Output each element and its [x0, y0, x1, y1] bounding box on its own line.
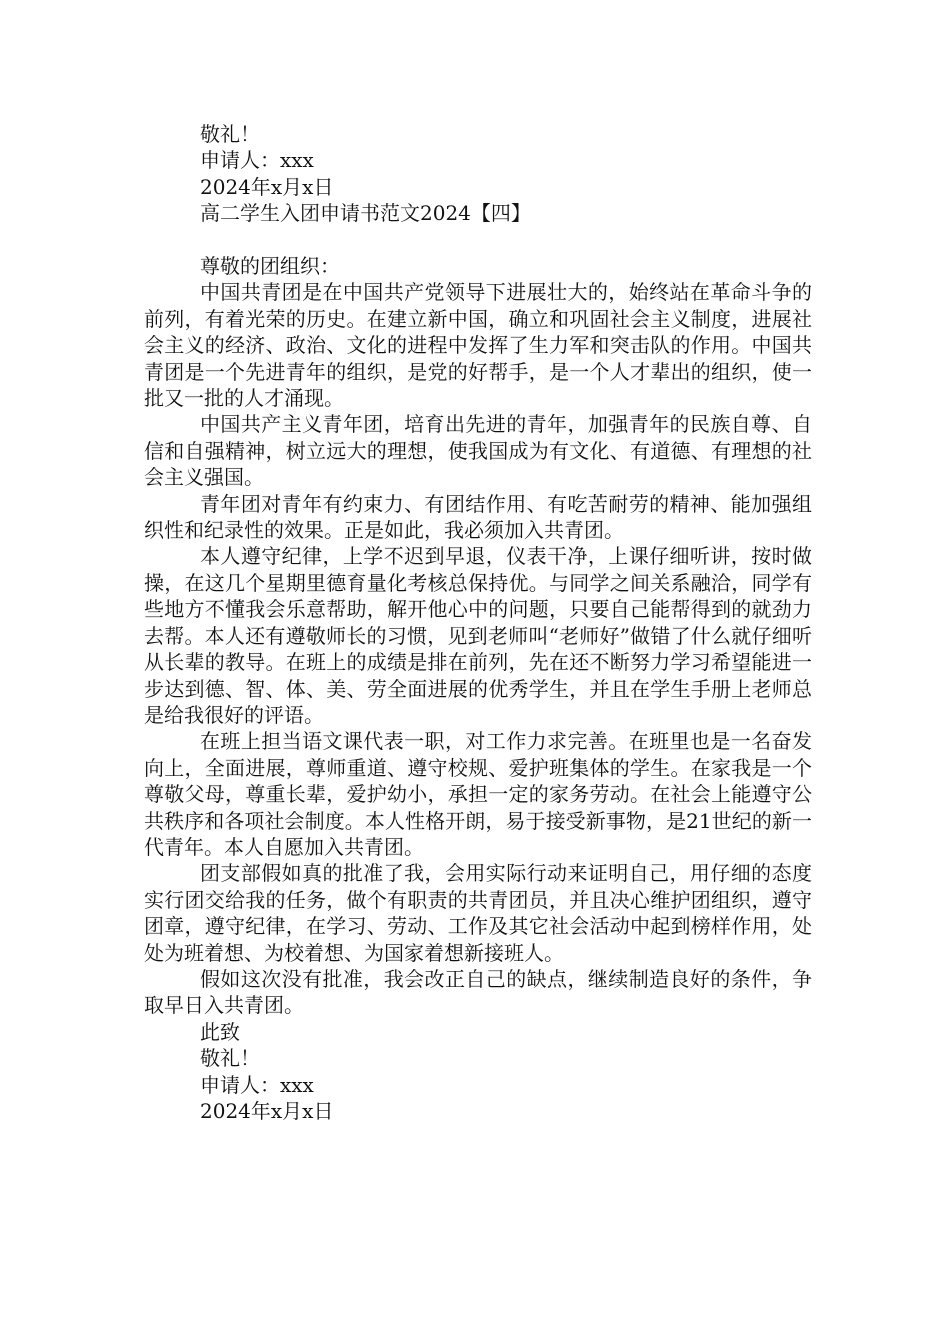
paragraph: 团支部假如真的批准了我，会用实际行动来证明自己，用仔细的态度实行团交给我的任务，做个有职责的共青团员，并且决心维护团组织，遵守团章，遵守纪律，在学习、劳动、工作及其它社会活动中起到榜样作用，处处为班着想、为校着想、为国家着想新接班人。 — [144, 861, 812, 965]
date-line: 2024年x月x日 — [200, 1099, 334, 1124]
letter-body — [144, 121, 812, 1124]
closing-salute: 敬礼！ — [200, 122, 260, 146]
paragraph: 在班上担当语文课代表一职，对工作力求完善。在班里也是一名奋发向上，全面进展，尊师重道、遵守校规、爱护班集体的学生。在家我是一个尊敬父母，尊重长辈，爱护幼小，承担一定的家务劳动。在社会上能遵守公共秩序和各项社会制度。本人性格开朗，易于接受新事物，是21世纪的新一代青年。本人自愿加入共青团。 — [144, 729, 812, 859]
applicant-line: 申请人：xxx — [200, 1072, 314, 1097]
closing-salute: 敬礼！ — [200, 1046, 260, 1071]
paragraph: 假如这次没有批准，我会改正自己的缺点，继续制造良好的条件，争取早日入共青团。 — [144, 966, 812, 1018]
paragraph: 本人遵守纪律，上学不迟到早退，仪表干净，上课仔细听讲，按时做操，在这几个星期里德育量化考核总保持优。与同学之间关系融洽，同学有些地方不懂我会乐意帮助，解开他心中的问题，只要自己能帮得到的就劲力去帮。本人还有遵敬师长的习惯，见到老师叫“老师好”做错了什么就仔细听从长辈的教导。在班上的成绩是排在前列，先在还不断努力学习希望能进一步达到德、智、体、美、劳全面进展的优秀学生，并且在学生手册上老师总是给我很好的评语。 — [144, 544, 812, 727]
greeting: 尊敬的团组织： — [200, 254, 340, 279]
applicant-line: 申请人：xxx — [200, 148, 314, 173]
paragraph: 中国共青团是在中国共产党领导下进展壮大的，始终站在革命斗争的前列，有着光荣的历史。在建立新中国，确立和巩固社会主义制度，进展社会主义的经济、政治、文化的进程中发挥了生力军和突击队的作用。中国共青团是一个先进青年的组织，是党的好帮手，是一个人才辈出的组织，使一批又一批的人才涌现。 — [144, 280, 812, 411]
paragraph: 中国共产主义青年团，培育出先进的青年，加强青年的民族自尊、自信和自强精神，树立远大的理想，使我国成为有文化、有道德、有理想的社会主义强国。 — [144, 412, 812, 490]
section-title: 高二学生入团申请书范文2024【四】 — [200, 201, 531, 226]
paragraph: 青年团对青年有约束力、有团结作用、有吃苦耐劳的精神、能加强组织性和纪录性的效果。正是如此，我必须加入共青团。 — [144, 491, 812, 543]
blank-line — [144, 227, 812, 253]
date-line: 2024年x月x日 — [200, 174, 334, 199]
closing-to: 此致 — [200, 1019, 240, 1044]
